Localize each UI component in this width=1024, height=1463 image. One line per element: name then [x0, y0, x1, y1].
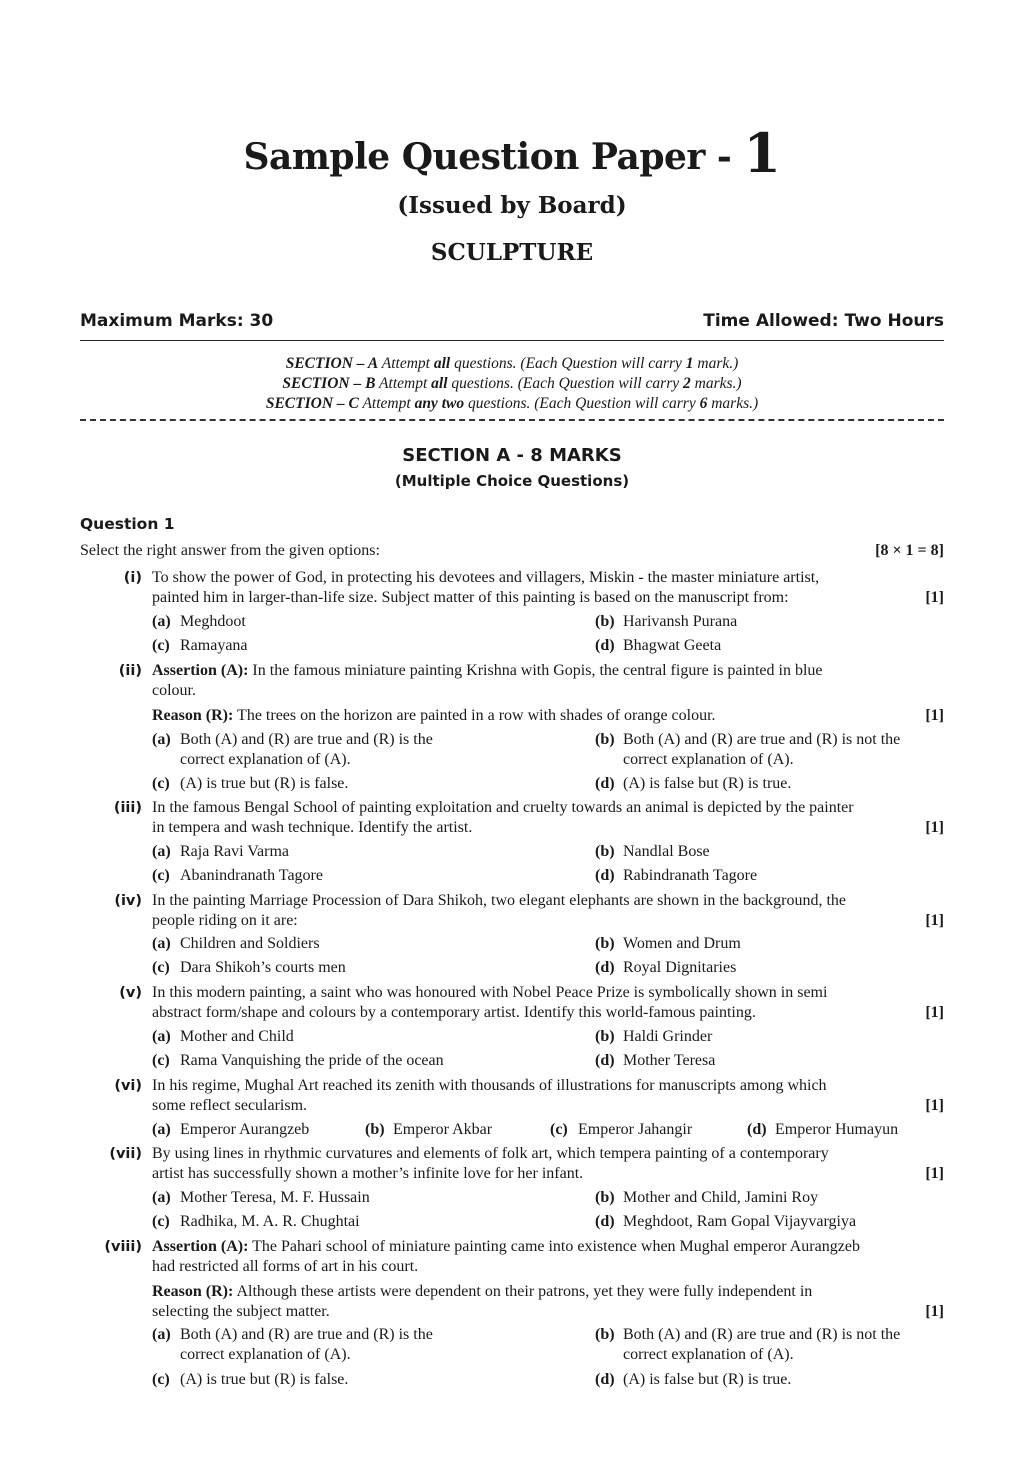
option: (c) Rama Vanquishing the pride of the ocean: [152, 1052, 444, 1069]
section-heading: SECTION A - 8 MARKS: [402, 445, 622, 466]
item-text: some reflect secularism.: [152, 1097, 308, 1114]
option: (c) (A) is true but (R) is false.: [152, 1371, 349, 1388]
item-marks: [1]: [925, 819, 944, 836]
issued-by: (Issued by Board): [397, 192, 627, 219]
section-subheading: (Multiple Choice Questions): [394, 472, 630, 490]
option: (d) Bhagwat Geeta: [595, 637, 722, 654]
item-number: (ii): [118, 663, 142, 679]
item-text: In the painting Marriage Procession of Dara Shikoh, two elegant elephants are shown in the background, the: [152, 892, 847, 909]
item-number: (iii): [113, 800, 142, 816]
instruction-line: SECTION – A Attempt all questions. (Each Question will carry 1 mark.): [285, 355, 739, 372]
option: (d) Rabindranath Tagore: [595, 867, 758, 884]
option: (b) Women and Drum: [595, 935, 741, 952]
assertion: Assertion (A): In the famous miniature painting Krishna with Gopis, the central figure is painted in blue: [152, 662, 823, 679]
item-text: painted him in larger-than-life size. Subject matter of this painting is based on the manuscript from:: [152, 589, 789, 606]
option: (b) Harivansh Purana: [595, 613, 738, 630]
item-text: In the famous Bengal School of painting exploitation and cruelty towards an animal is depicted by the painter: [152, 799, 854, 816]
option: (b) Emperor Akbar: [365, 1121, 493, 1138]
time-allowed: Time Allowed: Two Hours: [703, 311, 944, 331]
option: (d) (A) is false but (R) is true.: [595, 1371, 792, 1388]
item-text: In this modern painting, a saint who was honoured with Nobel Peace Prize is symbolically shown in semi: [152, 984, 828, 1001]
item-number: (vi): [114, 1078, 142, 1094]
option: (c) Abanindranath Tagore: [152, 867, 323, 884]
item-marks: [1]: [925, 1004, 944, 1021]
page-title: [80, 118, 944, 185]
question-intro: [80, 542, 944, 560]
reason: Reason (R): Although these artists were dependent on their patrons, yet they were fully independent in: [152, 1283, 813, 1300]
option: (d) Royal Dignitaries: [595, 959, 737, 976]
item-marks: [1]: [925, 912, 944, 929]
item-number: (viii): [104, 1239, 142, 1255]
item-text: colour.: [152, 682, 196, 699]
title-text: Sample Question Paper -: [243, 136, 744, 178]
option: (a) Mother and Child: [152, 1028, 294, 1045]
item-marks: [1]: [925, 707, 944, 724]
option: (b) Both (A) and (R) are true and (R) is not the correct explanation of (A).: [595, 1326, 901, 1363]
item-number: (vii): [109, 1146, 142, 1162]
instructions: [80, 354, 944, 414]
dashed-divider: [80, 419, 944, 421]
item-marks: [1]: [925, 1165, 944, 1182]
reason: Reason (R): The trees on the horizon are painted in a row with shades of orange colour.: [152, 707, 716, 724]
option: (b) Nandlal Bose: [595, 843, 710, 860]
option: (d) (A) is false but (R) is true.: [595, 775, 792, 792]
title-number: 1: [743, 121, 781, 185]
option: (c) (A) is true but (R) is false.: [152, 775, 349, 792]
option: (c) Emperor Jahangir: [550, 1121, 693, 1138]
item-text: To show the power of God, in protecting his devotees and villagers, Miskin - the master miniature artist,: [152, 569, 820, 586]
option: (c) Radhika, M. A. R. Chughtai: [152, 1213, 360, 1230]
subject-title: SCULPTURE: [430, 239, 594, 266]
marks-time-row: [80, 311, 944, 341]
option: (a) Meghdoot: [152, 613, 246, 630]
item-text: in tempera and wash technique. Identify the artist.: [152, 819, 473, 836]
question-marks: [8 × 1 = 8]: [875, 542, 944, 559]
item-text: selecting the subject matter.: [152, 1303, 330, 1320]
divider: [80, 340, 944, 341]
item-number: (iv): [114, 893, 142, 909]
item-text: In his regime, Mughal Art reached its zenith with thousands of illustrations for manuscripts among which: [152, 1077, 827, 1094]
option: (d) Emperor Humayun: [747, 1121, 899, 1138]
item-text: people riding on it are:: [152, 912, 298, 929]
item-text: artist has successfully shown a mother’s infinite love for her infant.: [152, 1165, 584, 1182]
option: (b) Mother and Child, Jamini Roy: [595, 1189, 819, 1206]
option: (a) Mother Teresa, M. F. Hussain: [152, 1189, 370, 1206]
option: (a) Both (A) and (R) are true and (R) is the correct explanation of (A).: [152, 1326, 433, 1363]
option: (c) Dara Shikoh’s courts men: [152, 959, 346, 976]
option: (a) Both (A) and (R) are true and (R) is the correct explanation of (A).: [152, 731, 433, 768]
max-marks: Maximum Marks: 30: [80, 311, 274, 331]
item-number: (v): [119, 985, 142, 1001]
item-number: (i): [123, 570, 142, 586]
instruction-line: SECTION – C Attempt any two questions. (Each Question will carry 6 marks.): [265, 395, 759, 412]
instruction-line: SECTION – B Attempt all questions. (Each Question will carry 2 marks.): [282, 375, 742, 392]
question-label: Question 1: [80, 515, 175, 533]
item-text: By using lines in rhythmic curvatures and elements of folk art, which tempera painting of a contemporary: [152, 1145, 829, 1162]
option: (a) Emperor Aurangzeb: [152, 1121, 310, 1138]
option: (b) Haldi Grinder: [595, 1028, 713, 1045]
option: (a) Children and Soldiers: [152, 935, 320, 952]
option: (a) Raja Ravi Varma: [152, 843, 290, 860]
item-text: abstract form/shape and colours by a contemporary artist. Identify this world-famous painting.: [152, 1004, 756, 1021]
option: (d) Meghdoot, Ram Gopal Vijayvargiya: [595, 1213, 857, 1230]
item-marks: [1]: [925, 1303, 944, 1320]
item-marks: [1]: [925, 1097, 944, 1114]
assertion: Assertion (A): The Pahari school of miniature painting came into existence when Mughal emperor Aurangzeb: [152, 1238, 860, 1255]
option: (c) Ramayana: [152, 637, 248, 654]
item-marks: [1]: [925, 589, 944, 606]
option: (d) Mother Teresa: [595, 1052, 716, 1069]
intro-text: Select the right answer from the given options:: [80, 542, 380, 559]
item-text: had restricted all forms of art in his court.: [152, 1258, 419, 1275]
option: (b) Both (A) and (R) are true and (R) is not the correct explanation of (A).: [595, 731, 901, 768]
